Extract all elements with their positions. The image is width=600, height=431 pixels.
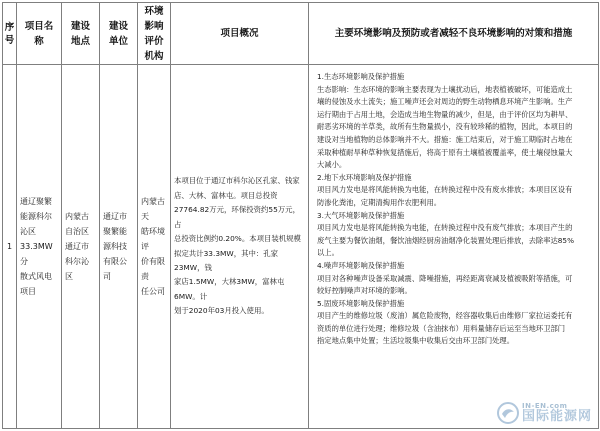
measures-line: 资质的单位进行处理；维修垃圾（含油抹布）用料量储存后运至当地环卫部门 bbox=[317, 323, 566, 333]
cell-project-name bbox=[17, 65, 62, 429]
eia-line: 价有限责 bbox=[141, 257, 165, 281]
measures-section-groundwater: 2.地下水环境影响及保护措施 bbox=[317, 172, 412, 182]
measures-line: 耐恶劣环境的羊草类，故所有生物量损小，没有较珍稀的植物，因此，本项目的 bbox=[317, 122, 573, 132]
overview-line: 划于2020年03月投入使用。 bbox=[174, 306, 269, 316]
header-row bbox=[3, 3, 599, 65]
measures-line: 大减小。 bbox=[317, 160, 347, 170]
cell-unit bbox=[100, 65, 138, 429]
measures-line: 项目风力发电是将风能转换为电能，在转换过程中没有废水排放；本项目区设有 bbox=[317, 185, 573, 195]
unit-line: 源科技 bbox=[103, 242, 127, 251]
measures-line: 防渗化粪池，定期清掏用作农肥利用。 bbox=[317, 197, 442, 207]
header-unit bbox=[100, 3, 138, 65]
watermark-url: IN-EN.com bbox=[521, 402, 568, 410]
overview-line: 本项目位于通辽市科尔沁区孔家、钱家 bbox=[174, 176, 300, 186]
header-unit-line: 建设 bbox=[108, 20, 128, 32]
header-eia-line: 评价 bbox=[144, 35, 164, 47]
overview-line: 总投资比例约0.20%。本项目装机规模 bbox=[174, 234, 301, 244]
cell-site bbox=[62, 65, 100, 429]
name-line: 沁区 bbox=[20, 227, 36, 236]
name-line: 能源科尔 bbox=[20, 212, 52, 221]
cell-measures bbox=[309, 65, 599, 429]
measures-line: 指定地点集中处置；生活垃圾集中收集后交由环卫部门处理。 bbox=[317, 336, 515, 346]
header-name-line: 称 bbox=[34, 35, 44, 47]
measures-line: 项目风力发电是将风能转换为电能，在转换过程中没有废气排放；本项目产生的 bbox=[317, 223, 573, 233]
header-name-line: 项目名 bbox=[24, 20, 54, 32]
measures-section-noise: 4.噪声环境影响及保护措施 bbox=[317, 260, 405, 270]
measures-line: 壤的侵蚀及水土流失；施工噪声还会对周边的野生动物栖息环境产生影响。生产 bbox=[317, 97, 573, 107]
header-site-line: 地点 bbox=[70, 35, 90, 47]
header-overview: 项目概况 bbox=[171, 3, 309, 65]
measures-line: 较好控制噪声对环境的影响。 bbox=[317, 286, 412, 296]
overview-line: 拟定共计33.3MW，其中：孔家23MW，钱 bbox=[174, 248, 279, 272]
site-line: 科尔沁区 bbox=[65, 257, 89, 281]
cell-overview bbox=[171, 65, 309, 429]
header-eia-line: 机构 bbox=[144, 50, 164, 62]
table-row bbox=[3, 65, 599, 429]
cell-seq: 1 bbox=[3, 65, 17, 429]
eia-table bbox=[2, 2, 599, 429]
header-name bbox=[17, 3, 62, 65]
header-eia-line: 环境 bbox=[144, 5, 164, 17]
measures-line: 采取种植耐旱种草种恢复措施后，将高于原有土壤植被覆盖率，使土壤侵蚀量大 bbox=[317, 147, 573, 157]
name-line: 33.3MW分 bbox=[20, 242, 53, 266]
measures-line: 以上。 bbox=[317, 248, 339, 258]
site-line: 内蒙古 bbox=[65, 212, 89, 221]
overview-line: 家店1.5MW，大林3MW，富林屯6MW。计 bbox=[174, 277, 285, 301]
site-line: 通辽市 bbox=[65, 242, 89, 251]
name-line: 通辽聚繁 bbox=[20, 197, 52, 206]
measures-line: 项目对各种噪声设备采取减震、降噪措施，再经距离衰减及植被吸附等措施，可 bbox=[317, 273, 573, 283]
name-line: 散式风电 bbox=[20, 272, 52, 281]
watermark-name: 国际能源网 bbox=[521, 409, 592, 424]
header-site-line: 建设 bbox=[70, 20, 90, 32]
watermark-text bbox=[522, 403, 592, 423]
header-eia-line: 影响 bbox=[144, 20, 164, 32]
name-line: 项目 bbox=[20, 287, 36, 296]
header-seq-label: 序号 bbox=[4, 21, 15, 46]
header-unit-line: 单位 bbox=[108, 35, 128, 47]
site-line: 自治区 bbox=[65, 227, 89, 236]
measures-line: 生态影响：生态环境的影响主要表现为土壤扰动后，地表植被破坏，可能造成土 bbox=[317, 84, 573, 94]
overview-line: 27764.82万元，环保投资约55万元，占 bbox=[174, 205, 300, 229]
measures-section-air: 3.大气环境影响及保护措施 bbox=[317, 210, 405, 220]
header-measures: 主要环境影响及预防或者减轻不良环境影响的对策和措施 bbox=[309, 3, 599, 65]
measures-line: 废气主要为餐饮油烟，餐饮油烟经厨房油烟净化装置处理后排放，去除率达85% bbox=[317, 235, 575, 245]
measures-section-ecology: 1.生态环境影响及保护措施 bbox=[317, 72, 405, 81]
header-seq bbox=[3, 3, 17, 65]
unit-line: 有限公 bbox=[103, 257, 127, 266]
unit-line: 聚繁能 bbox=[103, 227, 127, 236]
measures-line: 建设对当地植物的总体影响并不大。措施：施工结束后，对于施工期临时占地在 bbox=[317, 134, 573, 144]
header-eia bbox=[138, 3, 171, 65]
measures-section-solid-waste: 5.固废环境影响及保护措施 bbox=[317, 298, 405, 308]
header-site bbox=[62, 3, 100, 65]
measures-line: 项目产生的维修垃圾（废油）属危险废物，经容器收集后由维修厂家拉运委托有 bbox=[317, 311, 573, 321]
measures-line: 运行期由于占用土地，会造成当地生物量的减少，但是，由于评价区均为耕旱、 bbox=[317, 109, 573, 119]
watermark-logo-icon bbox=[497, 402, 519, 424]
cell-eia-agency bbox=[138, 65, 171, 429]
unit-line: 司 bbox=[103, 272, 111, 281]
overview-line: 店、大林、富林屯。项目总投资 bbox=[174, 190, 278, 200]
eia-line: 内蒙古天 bbox=[141, 197, 165, 221]
eia-line: 任公司 bbox=[141, 287, 165, 296]
unit-line: 通辽市 bbox=[103, 212, 127, 221]
eia-line: 皓环境评 bbox=[141, 227, 165, 251]
watermark bbox=[497, 402, 592, 424]
